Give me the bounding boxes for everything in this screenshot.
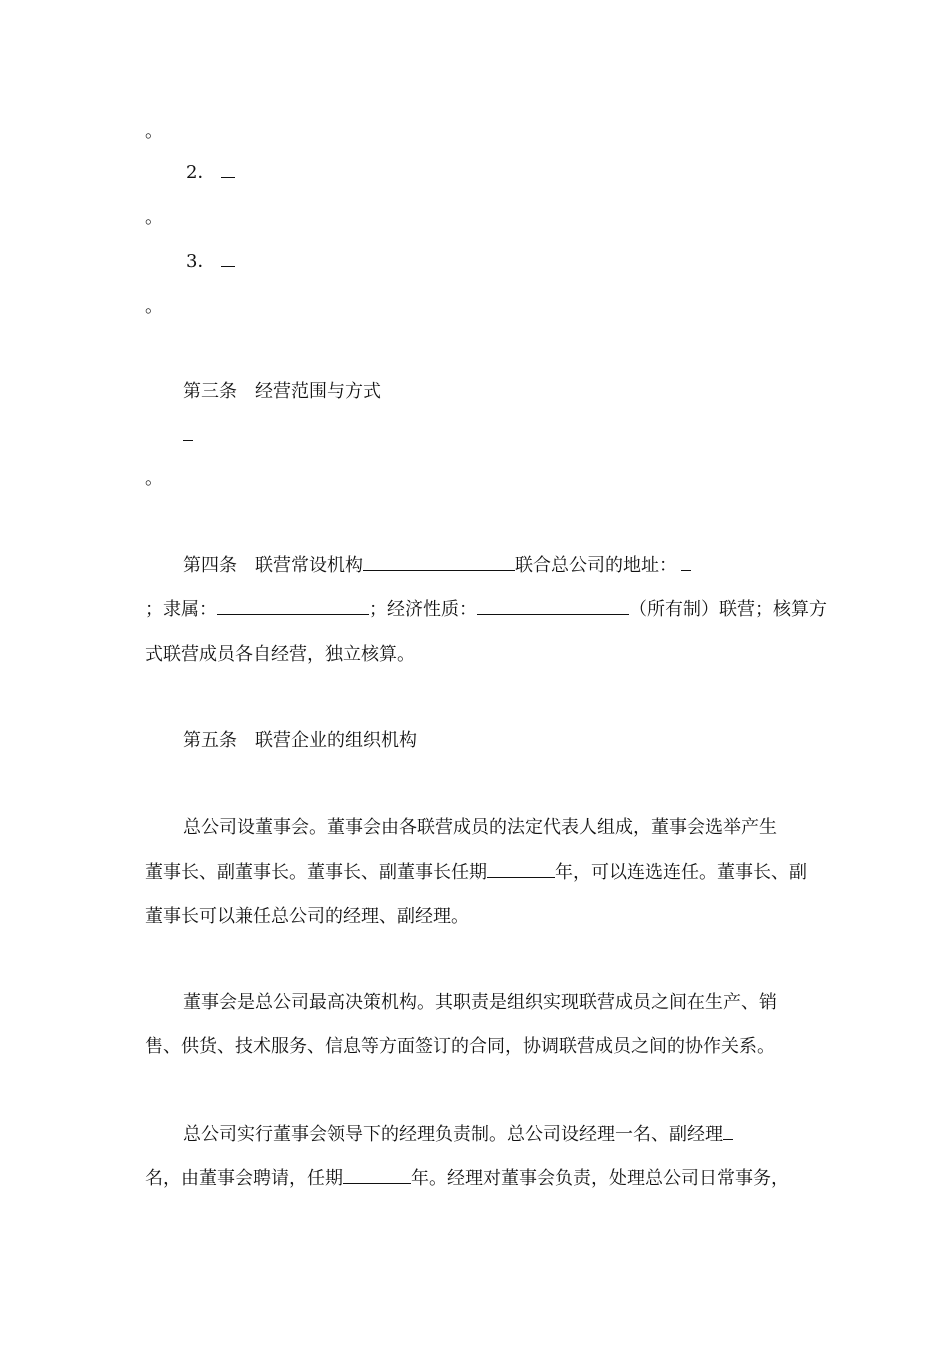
fill-blank: [363, 553, 515, 571]
list-item-2: [186, 160, 235, 185]
article-5-p3-line-2: [145, 1166, 789, 1191]
list-item-2-end: 。: [145, 207, 163, 228]
manager-text: 总公司实行董事会领导下的经理负责制。总公司设经理一名、副经理: [183, 1124, 723, 1145]
fill-blank: [221, 160, 235, 178]
ownership-text: （所有制）联营；核算方: [629, 599, 827, 620]
appointment-text: 名，由董事会聘请，任期: [145, 1168, 343, 1189]
list-item-2-number: 2．: [186, 162, 216, 183]
article-5-p1-line-3: 董事长可以兼任总公司的经理、副经理。: [145, 906, 469, 927]
appointment-text-cont: 年。经理对董事会负责，处理总公司日常事务，: [411, 1168, 789, 1189]
list-item-3-end: 。: [145, 296, 163, 317]
fill-blank: [221, 249, 235, 267]
article-5-p3-line-1: [183, 1122, 733, 1147]
article-4-line-3: 式联营成员各自经营，独立核算。: [145, 644, 415, 665]
article-4-line-2: [145, 597, 827, 622]
article-5-p2-line-1: 董事会是总公司最高决策机构。其职责是组织实现联营成员之间在生产、销: [183, 992, 777, 1013]
fill-blank: [681, 553, 691, 571]
list-item-1-end: 。: [145, 121, 163, 142]
article-5-heading: 第五条 联营企业的组织机构: [183, 730, 417, 751]
fill-blank: [217, 597, 369, 615]
affiliation-label: ；隶属：: [145, 599, 217, 620]
term-text: 董事长、副董事长。董事长、副董事长任期: [145, 862, 487, 883]
fill-blank: [723, 1122, 733, 1140]
article-3-blank-line: [183, 423, 193, 448]
article-5-p1-line-2: [145, 860, 807, 885]
fill-blank: [477, 597, 629, 615]
article-3-heading: 第三条 经营范围与方式: [183, 381, 381, 402]
fill-blank: [183, 423, 193, 441]
list-item-3: [186, 249, 235, 274]
fill-blank: [343, 1166, 411, 1184]
article-4-line-1: [183, 553, 691, 578]
article-5-p2-line-2: 售、供货、技术服务、信息等方面签订的合同，协调联营成员之间的协作关系。: [145, 1036, 775, 1057]
article-3-end: 。: [145, 468, 163, 489]
fill-blank: [487, 860, 555, 878]
article-4-heading: 第四条 联营常设机构: [183, 555, 363, 576]
list-item-3-number: 3．: [186, 251, 216, 272]
term-text-cont: 年，可以连选连任。董事长、副: [555, 862, 807, 883]
address-label: 联合总公司的地址：: [515, 555, 677, 576]
economic-nature-label: ；经济性质：: [369, 599, 477, 620]
article-5-p1-line-1: 总公司设董事会。董事会由各联营成员的法定代表人组成，董事会选举产生: [183, 817, 777, 838]
